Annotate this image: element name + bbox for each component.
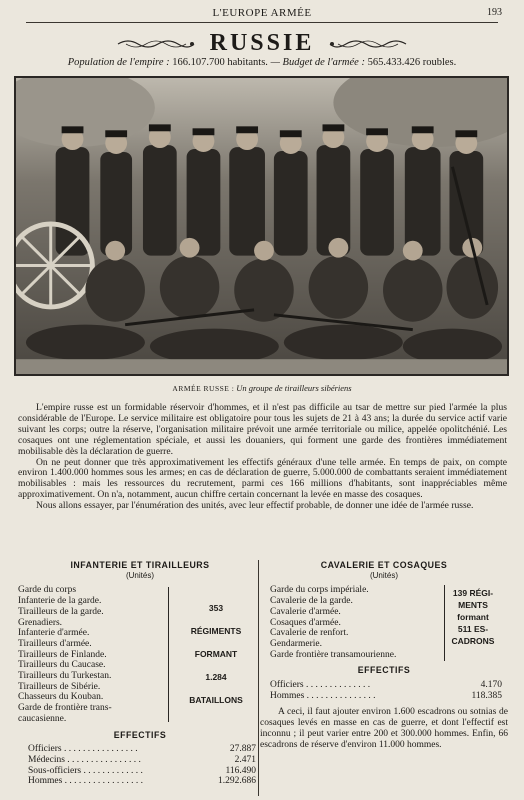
list-item: Cavalerie de la garde. [270, 596, 353, 607]
effectif-value: 2.471 [234, 754, 256, 765]
effectif-label: Sous-officiers . . . . . . . . . . . . . [28, 765, 143, 776]
photo-illustration [16, 78, 507, 374]
budget-value: 565.433.426 roubles. [367, 57, 457, 68]
infantry-brace-line [168, 587, 169, 722]
list-item: Gendarmerie. [270, 638, 322, 649]
population-label: Population de l'empire : [67, 57, 170, 68]
stats-line [0, 57, 524, 68]
infantry-units [18, 585, 262, 724]
effectif-label: Médecins . . . . . . . . . . . . . . . . [28, 754, 141, 765]
title-row [0, 30, 524, 57]
effectif-label: Officiers . . . . . . . . . . . . . . [270, 680, 371, 691]
paragraph-1: L'empire russe est un formidable réservoir d'hommes, et il n'est pas difficile au tsar de mettre sur pied l'armée la plus considérable de l'Europe. Le service militaire est obligatoire pour tous les sujets de 21 à 43 ans; la durée du service actif varie suivant les corps; outre la réserve, l'organisation militaire prévoit une armée territoriale ou milice, appelée opolitchénié. Les cosaques ont une réglementation spéciale, et aussi les douaniers, qui forment une garde des frontières immédiatement mobilisable dès la déclaration de guerre. [18, 402, 507, 457]
body-text [18, 403, 507, 512]
caption-title: Un groupe de tirailleurs sibériens [236, 383, 352, 393]
brace-label: 511 ES- [457, 624, 489, 635]
table-row [260, 691, 508, 702]
list-item: Infanterie de la garde. [18, 596, 102, 607]
brace-label: FORMANT [194, 649, 238, 660]
cavalry-units [260, 585, 508, 660]
infantry-brace-text [170, 603, 262, 718]
list-item: Cosaques d'armée. [270, 617, 341, 628]
page-title: RUSSIE [209, 30, 315, 56]
caption-label: ARMÉE RUSSE : [172, 384, 235, 393]
table-row [18, 776, 262, 787]
infantry-column [18, 560, 262, 787]
list-item: Cavalerie de renfort. [270, 628, 349, 639]
brace-label: formant [457, 612, 489, 623]
cavalry-note: A ceci, il faut ajouter environ 1.600 escadrons ou sotnias de cosaques levés en masse en cas de guerre, et dont l'effectif est inconnu ; il peut varier entre 200 et 300.000 hommes. Enfin, 66 escadrons de réserve d'environ 11.000 hommes. [260, 707, 508, 751]
cavalry-brace-text [438, 587, 508, 647]
effectif-value: 4.170 [480, 680, 502, 691]
population-value: 166.107.700 habitants. [172, 57, 268, 68]
infantry-effectifs-title: EFFECTIFS [113, 729, 167, 740]
list-item: Tirailleurs du Caucase. [18, 660, 106, 671]
brace-label: CADRONS [451, 636, 495, 647]
effectif-value: 1.292.686 [218, 776, 256, 787]
list-item: Garde de frontière trans- [18, 703, 112, 714]
effectif-value: 118.385 [471, 690, 502, 701]
cavalry-subtitle: (Unités) [369, 570, 398, 580]
table-row [18, 755, 262, 766]
effectif-value: 116.490 [225, 765, 256, 776]
brace-label: MENTS [458, 600, 488, 611]
effectif-label: Hommes . . . . . . . . . . . . . . . [270, 690, 376, 701]
brace-label: 353 [208, 603, 224, 614]
effectif-label: Hommes . . . . . . . . . . . . . . . . . [28, 776, 144, 787]
list-item: Garde frontière transamourienne. [270, 649, 397, 660]
brace-label: 139 RÉGI- [452, 588, 494, 599]
list-item: Grenadiers. [18, 617, 63, 628]
page-number: 193 [487, 7, 502, 18]
list-item: caucasienne. [18, 713, 67, 724]
left-ornament-icon [116, 38, 196, 50]
effectif-label: Officiers . . . . . . . . . . . . . . . . [28, 744, 138, 755]
table-row [260, 680, 508, 691]
cavalry-title: CAVALERIE ET COSAQUES [320, 560, 448, 570]
right-ornament-icon [328, 38, 408, 50]
list-item: Garde du corps impériale. [270, 585, 369, 596]
list-item: Tirailleurs de Finlande. [18, 649, 107, 660]
infantry-subtitle: (Unités) [125, 570, 154, 580]
photo-caption [0, 383, 524, 393]
list-item: Tirailleurs d'armée. [18, 638, 92, 649]
list-item: Infanterie d'armée. [18, 628, 90, 639]
list-item: Chasseurs du Kouban. [18, 692, 104, 703]
list-item: Cavalerie d'armée. [270, 606, 341, 617]
cavalry-column [260, 560, 508, 751]
brace-label: 1.284 [205, 672, 227, 683]
effectif-value: 27.887 [229, 744, 256, 755]
paragraph-3: Nous allons essayer, par l'énumération des unités, avec leur effectif probable, de donner une idée de l'armée russe. [36, 500, 474, 512]
infantry-title: INFANTERIE ET TIRAILLEURS [70, 560, 210, 570]
list-item: Tirailleurs de Sibérie. [18, 681, 101, 692]
list-item: Tirailleurs du Turkestan. [18, 671, 112, 682]
cavalry-effectifs-title: EFFECTIFS [357, 665, 411, 676]
budget-label: — Budget de l'armée : [270, 57, 365, 68]
brace-label: RÉGIMENTS [190, 626, 242, 637]
soldiers-photo [14, 76, 509, 376]
table-row [18, 744, 262, 755]
table-row [18, 766, 262, 777]
header-rule [26, 22, 498, 23]
running-head: L'EUROPE ARMÉE [212, 7, 312, 19]
list-item: Tirailleurs de la garde. [18, 606, 104, 617]
paragraph-2: On ne peut donner que très approximativement les effectifs généraux d'une telle armée. En temps de paix, on compte environ 1.400.000 hommes sous les armes; en cas de déclaration de guerre, 5.000.000 de combattants seraient immédiatement mobilisables : mais les ressources du recrutement, parmi ces 166 millions d'habitants, sont inappréciables même approximativement. On n'a, notamment, aucun chiffre certain concernant la levée en masse des cosaques. [18, 456, 507, 501]
brace-label: BATAILLONS [189, 695, 243, 706]
list-item: Garde du corps [18, 585, 77, 596]
